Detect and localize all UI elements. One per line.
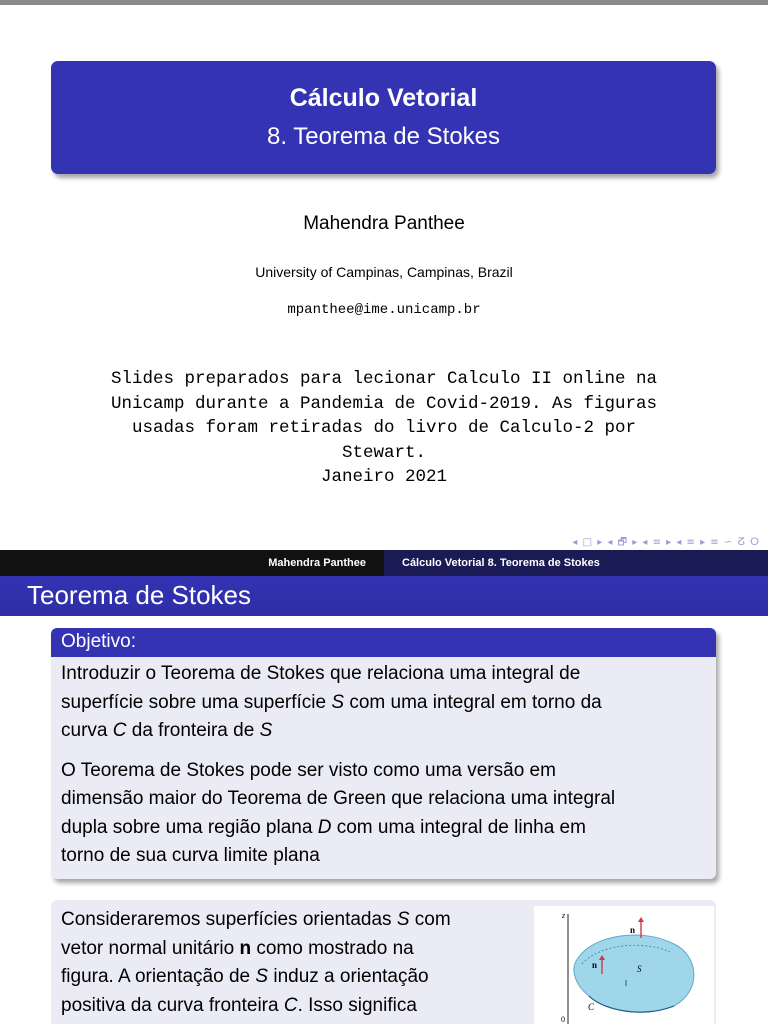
origin-label: 0: [561, 1015, 565, 1024]
text-run: como mostrado na: [251, 937, 414, 959]
title-slide: [0, 5, 768, 550]
math-symbol: n: [239, 937, 252, 959]
text-run: dupla sobre uma região plana: [61, 816, 318, 838]
institution: University of Campinas, Campinas, Brazil: [255, 264, 513, 280]
normal-arrowhead-top: [638, 917, 644, 922]
text-run: com uma integral em torno da: [344, 691, 602, 713]
footer-title-text: Cálculo Vetorial 8. Teorema de Stokes: [402, 557, 600, 569]
text-run: superfície sobre uma superfície: [61, 691, 332, 713]
normal-label-top: n: [630, 925, 636, 935]
math-symbol: S: [259, 720, 273, 741]
slide-footer: [0, 550, 768, 576]
surface-label: S: [637, 964, 642, 974]
text-run: com uma integral de linha em: [331, 816, 586, 838]
author-name: Mahendra Panthee: [303, 213, 465, 234]
objective-paragraph-1: [61, 660, 708, 746]
text-run: figura. A orientação de: [61, 966, 256, 987]
text-run: torno de sua curva limite plana: [61, 845, 320, 866]
description-line: Slides preparados para lecionar Calculo II online na: [110, 369, 658, 389]
objective-block: [51, 628, 716, 879]
text-run: . Isso significa: [297, 994, 417, 1016]
description-line: Stewart.: [341, 442, 426, 463]
frame-title-bar: [0, 576, 768, 616]
normal-label-left: n: [592, 960, 598, 970]
surface-S: [574, 935, 694, 1012]
text-run: Introduzir o Teorema de Stokes que relaciona uma integral de: [61, 663, 581, 684]
text-run: curva: [61, 720, 113, 741]
description-line: usadas foram retiradas do livro de Calculo-2 por: [131, 418, 637, 438]
presentation-title: Cálculo Vetorial: [289, 84, 478, 112]
frame-title: Teorema de Stokes: [27, 580, 252, 610]
surface-diagram: [534, 906, 714, 1024]
objective-body: [51, 657, 716, 871]
text-run: O Teorema de Stokes pode ser visto como uma versão em: [61, 759, 556, 781]
description-line: Janeiro 2021: [320, 467, 448, 487]
objective-paragraph-2: [61, 757, 708, 871]
slide-description: [60, 367, 708, 490]
curve-label: C: [588, 1002, 595, 1012]
math-symbol: S: [331, 691, 345, 713]
text-run: vetor normal unitário: [61, 937, 240, 959]
author-email: mpanthee@ime.unicamp.br: [287, 302, 481, 318]
text-run: com: [409, 909, 451, 930]
stokes-surface-figure: [534, 906, 714, 1024]
title-box: [51, 61, 716, 174]
text-run: dimensão maior do Teorema de Green que relaciona uma integral: [61, 788, 616, 809]
z-axis-label: z: [562, 911, 566, 920]
oriented-surfaces-text: [61, 906, 531, 1020]
presentation-subtitle: 8. Teorema de Stokes: [266, 123, 501, 150]
text-run: positiva da curva fronteira: [61, 994, 284, 1016]
math-symbol: S: [255, 966, 269, 987]
math-symbol: D: [317, 816, 332, 838]
footer-author: [0, 550, 384, 576]
footer-author-text: Mahendra Panthee: [268, 557, 366, 569]
beamer-navigation-icons[interactable]: ◂ □ ▸ ◂ 🗗 ▸ ◂ ≡ ▸ ◂ ≡ ▸ ≡ ∽ ⵒ ⵔ: [572, 537, 760, 548]
footer-title: [384, 550, 768, 576]
oriented-surfaces-block: [51, 900, 716, 1024]
text-run: da fronteira de: [126, 720, 260, 741]
text-run: Consideraremos superfícies orientadas: [61, 909, 397, 930]
description-line: Unicamp durante a Pandemia de Covid-2019. As figuras: [110, 393, 658, 414]
math-symbol: C: [112, 720, 127, 741]
math-symbol: C: [283, 994, 298, 1016]
math-symbol: S: [396, 909, 410, 930]
objective-header: Objetivo:: [51, 628, 716, 657]
text-run: induz a orientação: [268, 966, 429, 987]
